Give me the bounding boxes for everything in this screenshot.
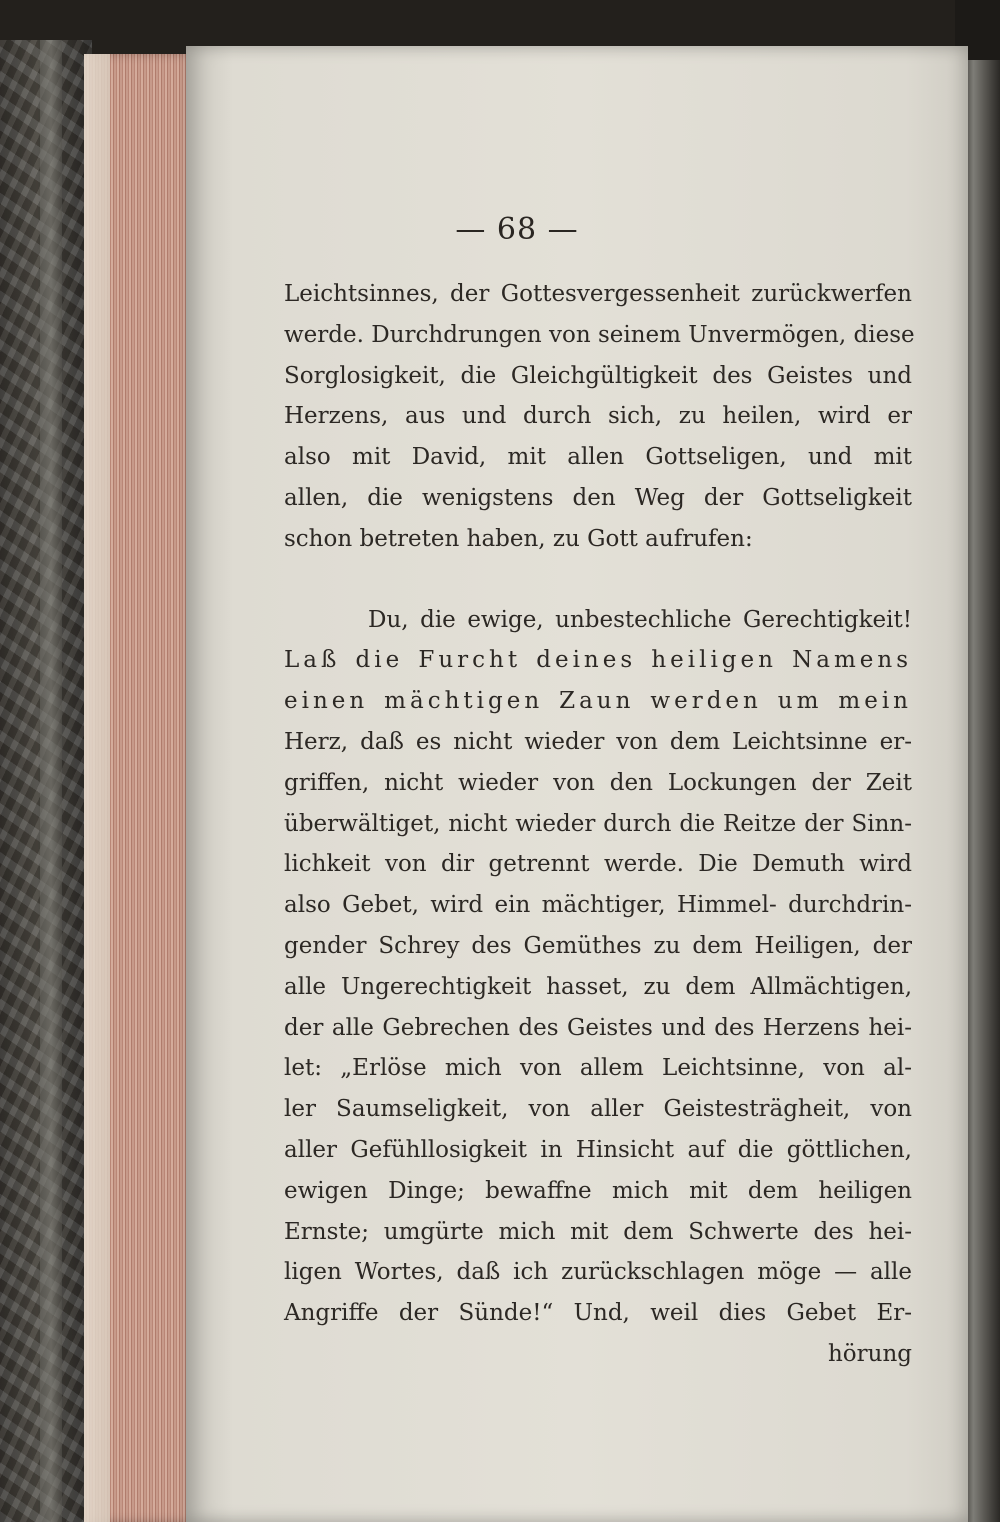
text-line: also Gebet, wird ein mächtiger, Himmel- durchdrin- xyxy=(284,892,912,919)
text-line: Du, die ewige, unbestechliche Gerechtigkeit! xyxy=(368,606,912,633)
text-line: gender Schrey des Gemüthes zu dem Heiligen, der xyxy=(284,932,912,959)
text-line: der alle Gebrechen des Geistes und des Herzens hei- xyxy=(284,1014,912,1041)
text-line: Laß die Furcht deines heiligen Namens xyxy=(284,647,912,674)
text-line: let: „Erlöse mich von allem Leichtsinne, von al- xyxy=(284,1055,912,1082)
text-line: überwältiget, nicht wieder durch die Reitze der Sinn- xyxy=(284,810,912,837)
text-line: alle Ungerechtigkeit hasset, zu dem Allmächtigen, xyxy=(284,973,912,1000)
text-line: werde. Durchdrungen von seinem Unvermögen, diese xyxy=(284,321,915,348)
text-line: Herzens, aus und durch sich, zu heilen, wird er xyxy=(284,403,912,430)
page-body xyxy=(284,274,915,1375)
page-number: — 68 — xyxy=(455,212,579,247)
page-stack-highlight xyxy=(84,54,110,1522)
text-line: ler Saumseligkeit, von aller Geistesträgheit, von xyxy=(284,1096,912,1123)
text-line: ligen Wortes, daß ich zurückschlagen möge — alle xyxy=(284,1259,912,1286)
text-line: schon betreten haben, zu Gott aufrufen: xyxy=(284,525,753,552)
text-line: aller Gefühllosigkeit in Hinsicht auf die göttlichen, xyxy=(284,1136,912,1163)
text-line: Ernste; umgürte mich mit dem Schwerte des hei- xyxy=(284,1218,912,1245)
text-line: griffen, nicht wieder von den Lockungen der Zeit xyxy=(284,769,912,796)
catchword: hörung xyxy=(827,1340,912,1367)
text-line: Leichtsinnes, der Gottesvergessenheit zurückwerfen xyxy=(284,281,912,307)
text-line: Angriffe der Sünde!“ Und, weil dies Gebet Er- xyxy=(284,1300,912,1327)
cover-binding-edge xyxy=(40,40,62,1522)
paragraph-gap xyxy=(284,560,912,600)
book-page xyxy=(186,46,968,1522)
text-line: Sorglosigkeit, die Gleichgültigkeit des Geistes und xyxy=(284,362,912,389)
text-line: ewigen Dinge; bewaffne mich mit dem heiligen xyxy=(284,1177,912,1204)
text-line: lichkeit von dir getrennt werde. Die Demuth wird xyxy=(284,851,912,878)
text-line: also mit David, mit allen Gottseligen, und mit xyxy=(284,444,912,471)
text-line: allen, die wenigstens den Weg der Gottseligkeit xyxy=(284,484,912,511)
text-line: Herz, daß es nicht wieder von dem Leichtsinne er- xyxy=(284,728,912,755)
text-line: einen mächtigen Zaun werden um mein xyxy=(284,688,912,715)
